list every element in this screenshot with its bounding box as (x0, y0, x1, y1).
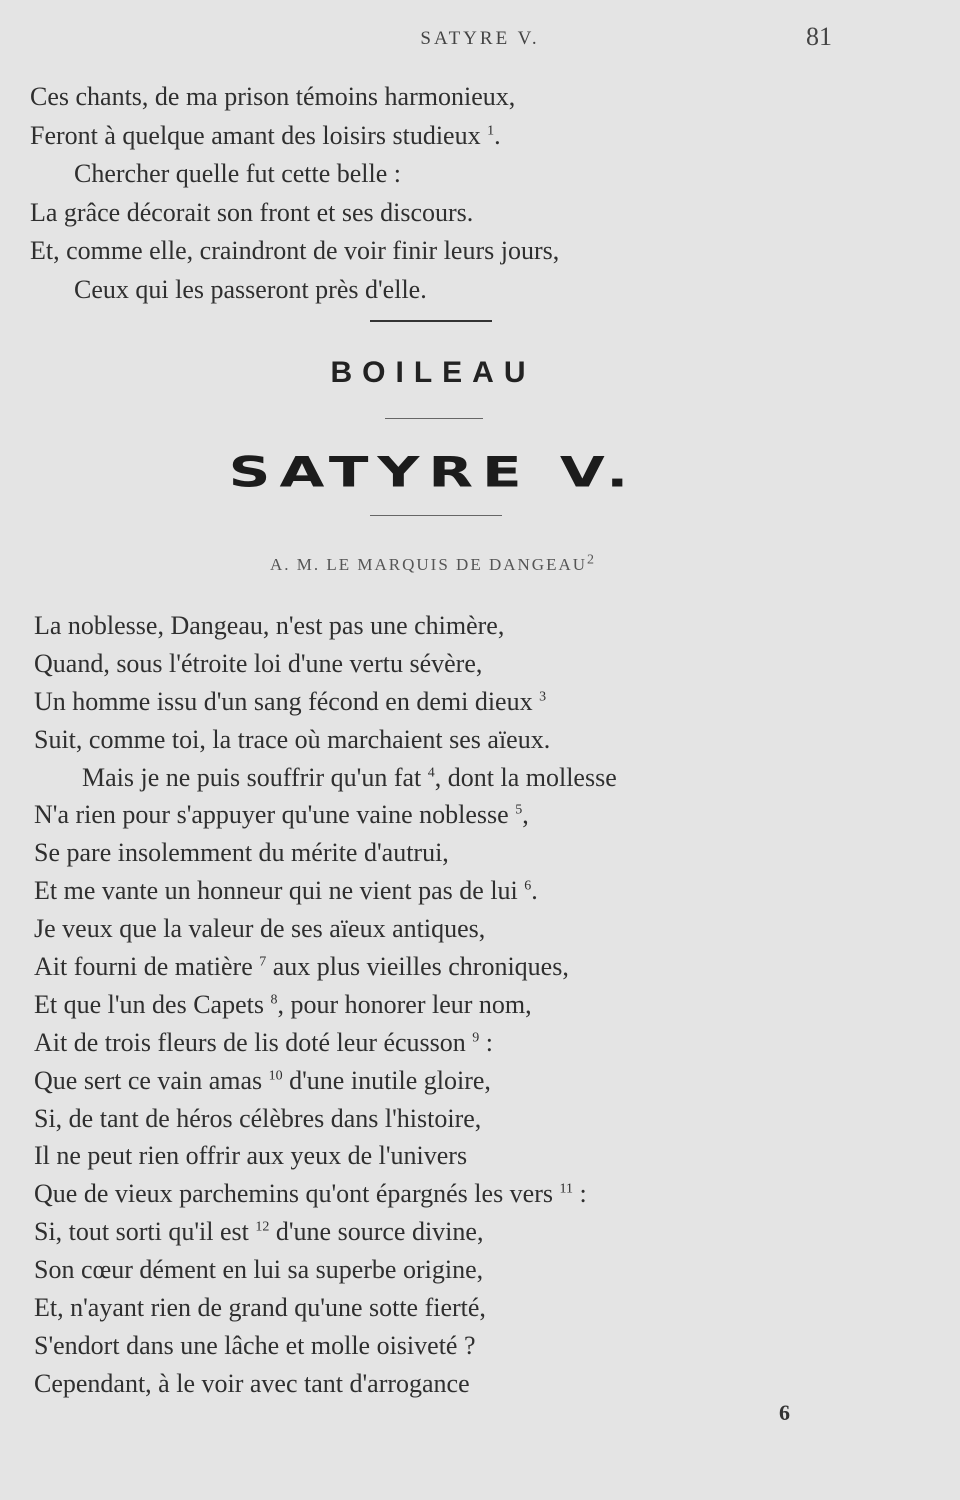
footnote-ref: 3 (539, 689, 547, 705)
verse-line: Que de vieux parchemins qu'ont épargnés les vers $^{11}$ : (34, 1179, 587, 1209)
verse-line: Chercher quelle fut cette belle : (74, 159, 402, 188)
footnote-ref: 9 (472, 1030, 480, 1046)
verse-line: Et me vante un honneur qui ne vient pas de lui $^6$. (34, 876, 538, 906)
previous-poem-stanza (30, 78, 559, 309)
divider-rule (370, 515, 502, 516)
verse-line: La noblesse, Dangeau, n'est pas une chimère, (34, 611, 505, 640)
verse-line: Feront à quelque amant des loisirs studieux $^1$. (30, 120, 501, 150)
page-number: 81 (806, 22, 832, 51)
verse-line: Je veux que la valeur de ses aïeux antiques, (34, 914, 486, 944)
verse-line: Ait fourni de matière $^7$ aux plus vieilles chroniques, (34, 952, 569, 982)
verse-line: Ces chants, de ma prison témoins harmonieux, (30, 82, 516, 111)
verse-line: Se pare insolemment du mérite d'autrui, (34, 838, 449, 868)
verse-line: Cependant, à le voir avec tant d'arrogance (34, 1368, 470, 1398)
footnote-ref: 4 (427, 764, 435, 780)
verse-line: Si, de tant de héros célèbres dans l'histoire, (34, 1103, 482, 1133)
verse-line: Et que l'un des Capets $^8$, pour honorer leur nom, (34, 989, 532, 1019)
verse-line: Ceux qui les passeront près d'elle. (74, 274, 427, 304)
verse-line: Son cœur dément en lui sa superbe origine, (34, 1255, 484, 1285)
verse-line: Que sert ce vain amas $^{10}$ d'une inutile gloire, (34, 1065, 491, 1095)
footnote-ref: 12 (255, 1219, 270, 1235)
verse-line: Si, tout sorti qu'il est $^{12}$ d'une source divine, (34, 1217, 484, 1247)
verse-line: S'endort dans une lâche et molle oisiveté ? (34, 1330, 476, 1360)
section-rule (370, 320, 492, 322)
signature-mark: 6 (779, 1400, 790, 1425)
verse-line: La grâce décorait son front et ses discours. (30, 197, 474, 227)
poem-title: SATYRE V. (228, 447, 638, 497)
running-title: SATYRE V. (420, 28, 540, 49)
verse-line: Un homme issu d'un sang fécond en demi dieux $^3$ (34, 686, 547, 716)
verse-line: Quand, sous l'étroite loi d'une vertu sévère, (34, 648, 483, 678)
verse-line: Suit, comme toi, la trace où marchaient ses aïeux. (34, 724, 551, 754)
verse-line: Ait de trois fleurs de lis doté leur écusson $^9$ : (34, 1027, 494, 1057)
verse-line: Et, n'ayant rien de grand qu'une sotte fierté, (34, 1293, 486, 1323)
dedication: A. M. LE MARQUIS DE DANGEAU$^2$ (269, 552, 597, 574)
footnote-ref: 1 (487, 122, 495, 138)
divider-rule (385, 418, 483, 419)
footnote-ref: 6 (524, 878, 532, 894)
poem-body (34, 607, 617, 1403)
footnote-ref: 11 (559, 1181, 573, 1197)
verse-line: N'a rien pour s'appuyer qu'une vaine noblesse $^5$, (34, 800, 529, 830)
footnote-ref: 10 (268, 1068, 283, 1084)
verse-line: Mais je ne puis souffrir qu'un fat $^4$, dont la mollesse (82, 762, 617, 792)
footnote-ref: 7 (259, 954, 267, 970)
author-heading: BOILEAU (330, 356, 536, 389)
footnote-ref: 5 (515, 802, 523, 818)
footnote-ref: 2 (587, 552, 597, 568)
verse-line: Il ne peut rien offrir aux yeux de l'univers (34, 1141, 468, 1171)
footnote-ref: 8 (270, 992, 278, 1008)
verse-line: Et, comme elle, craindront de voir finir leurs jours, (30, 236, 560, 265)
